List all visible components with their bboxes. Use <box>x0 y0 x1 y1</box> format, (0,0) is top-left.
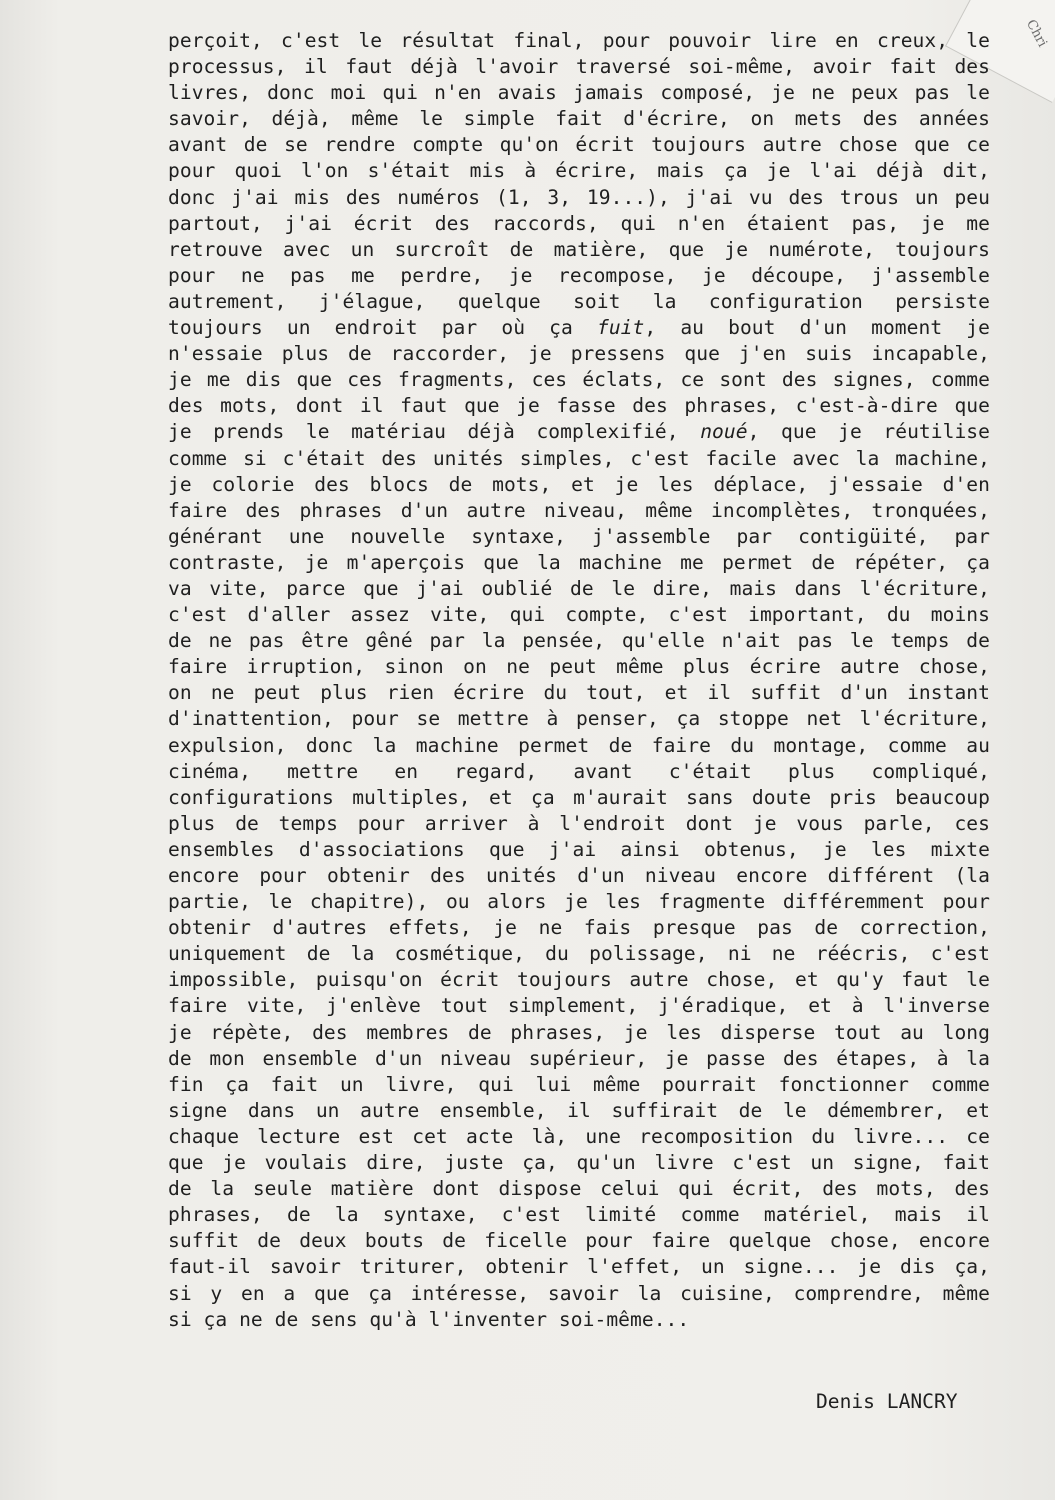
text-line: obtenir d'autres effets, je ne fais presque pas de correction, <box>168 916 990 940</box>
text-line: phrases, de la syntaxe, c'est limité comme matériel, mais il <box>168 1203 990 1227</box>
text-line: livres, donc moi qui n'en avais jamais composé, je ne peux pas le <box>168 81 990 105</box>
text-line: comme si c'était des unités simples, c'est facile avec la machine, <box>168 446 990 470</box>
text-line: toujours un endroit par où ça fuit, au bout d'un moment je <box>168 316 990 340</box>
emphasized-word: noué <box>700 420 748 444</box>
text-line: je me dis que ces fragments, ces éclats, ce sont des signes, comme <box>168 368 990 392</box>
text-line: va vite, parce que j'ai oublié de le dire, mais dans l'écriture, <box>168 576 990 600</box>
text-line: de ne pas être gêné par la pensée, qu'elle n'ait pas le temps de <box>168 629 990 653</box>
text-line: processus, il faut déjà l'avoir traversé soi-même, avoir fait des <box>168 55 990 79</box>
text-line: pour quoi l'on s'était mis à écrire, mais ça je l'ai déjà dit, <box>168 159 990 183</box>
text-line: générant une nouvelle syntaxe, j'assemble par contigüité, par <box>168 524 990 548</box>
text-line: configurations multiples, et ça m'aurait sans doute pris beaucoup <box>168 785 990 809</box>
text-line: partout, j'ai écrit des raccords, qui n'en étaient pas, je me <box>168 211 990 235</box>
text-line: si y en a que ça intéresse, savoir la cuisine, comprendre, même <box>168 1281 990 1305</box>
text-line: faire irruption, sinon on ne peut même plus écrire autre chose, <box>168 655 990 679</box>
text-line: signe dans un autre ensemble, il suffirait de le démembrer, et <box>168 1098 990 1122</box>
text-line: d'inattention, pour se mettre à penser, ça stoppe net l'écriture, <box>168 707 990 731</box>
text-line: je répète, des membres de phrases, je les disperse tout au long <box>168 1020 990 1044</box>
text-line: perçoit, c'est le résultat final, pour pouvoir lire en creux, le <box>168 29 990 52</box>
text-line: pour ne pas me perdre, je recompose, je découpe, j'assemble <box>168 263 990 287</box>
text-line: faut-il savoir triturer, obtenir l'effet, un signe... je dis ça, <box>168 1255 990 1279</box>
text-line: partie, le chapitre), ou alors je les fragmente différemment pour <box>168 890 990 914</box>
text-line: je prends le matériau déjà complexifié, noué, que je réutilise <box>168 420 990 444</box>
text-line: expulsion, donc la machine permet de faire du montage, comme au <box>168 733 990 757</box>
text-line: suffit de deux bouts de ficelle pour faire quelque chose, encore <box>168 1229 990 1253</box>
text-line: autrement, j'élague, quelque soit la configuration persiste <box>168 289 990 313</box>
text-line: de la seule matière dont dispose celui qui écrit, des mots, des <box>168 1177 990 1201</box>
text-line: plus de temps pour arriver à l'endroit dont je vous parle, ces <box>168 811 990 835</box>
body-text <box>168 28 990 1333</box>
text-line: fin ça fait un livre, qui lui même pourrait fonctionner comme <box>168 1072 990 1096</box>
text-line: on ne peut plus rien écrire du tout, et il suffit d'un instant <box>168 681 990 705</box>
text-line: ensembles d'associations que j'ai ainsi obtenus, je les mixte <box>168 837 990 861</box>
text-line: encore pour obtenir des unités d'un niveau encore différent (la <box>168 864 990 887</box>
text-line: contraste, je m'aperçois que la machine me permet de répéter, ça <box>168 550 990 574</box>
text-line: des mots, dont il faut que je fasse des phrases, c'est-à-dire que <box>168 394 990 418</box>
author-signature: Denis LANCRY <box>816 1390 958 1413</box>
corner-label: Chri <box>1023 17 1051 50</box>
text-line: que je voulais dire, juste ça, qu'un livre c'est un signe, fait <box>168 1151 990 1175</box>
text-line: savoir, déjà, même le simple fait d'écrire, on mets des années <box>168 107 990 131</box>
text-line: uniquement de la cosmétique, du polissage, ni ne réécris, c'est <box>168 942 990 966</box>
text-line: chaque lecture est cet acte là, une recomposition du livre... ce <box>168 1124 990 1148</box>
text-line: n'essaie plus de raccorder, je pressens que j'en suis incapable, <box>168 342 990 366</box>
text-line: impossible, puisqu'on écrit toujours autre chose, et qu'y faut le <box>168 968 990 992</box>
text-line: faire vite, j'enlève tout simplement, j'éradique, et à l'inverse <box>168 994 990 1018</box>
text-line: retrouve avec un surcroît de matière, que je numérote, toujours <box>168 237 990 261</box>
text-line: si ça ne de sens qu'à l'inventer soi-même... <box>168 1307 690 1331</box>
text-line: avant de se rendre compte qu'on écrit toujours autre chose que ce <box>168 133 990 157</box>
emphasized-word: fuit <box>596 316 645 340</box>
text-line: c'est d'aller assez vite, qui compte, c'est important, du moins <box>168 603 990 627</box>
text-line: de mon ensemble d'un niveau supérieur, je passe des étapes, à la <box>168 1046 990 1070</box>
text-line: cinéma, mettre en regard, avant c'était plus compliqué, <box>168 759 990 783</box>
text-line: je colorie des blocs de mots, et je les déplace, j'essaie d'en <box>168 472 990 496</box>
text-line: faire des phrases d'un autre niveau, même incomplètes, tronquées, <box>168 498 990 522</box>
text-line: donc j'ai mis des numéros (1, 3, 19...), j'ai vu des trous un peu <box>168 185 990 209</box>
